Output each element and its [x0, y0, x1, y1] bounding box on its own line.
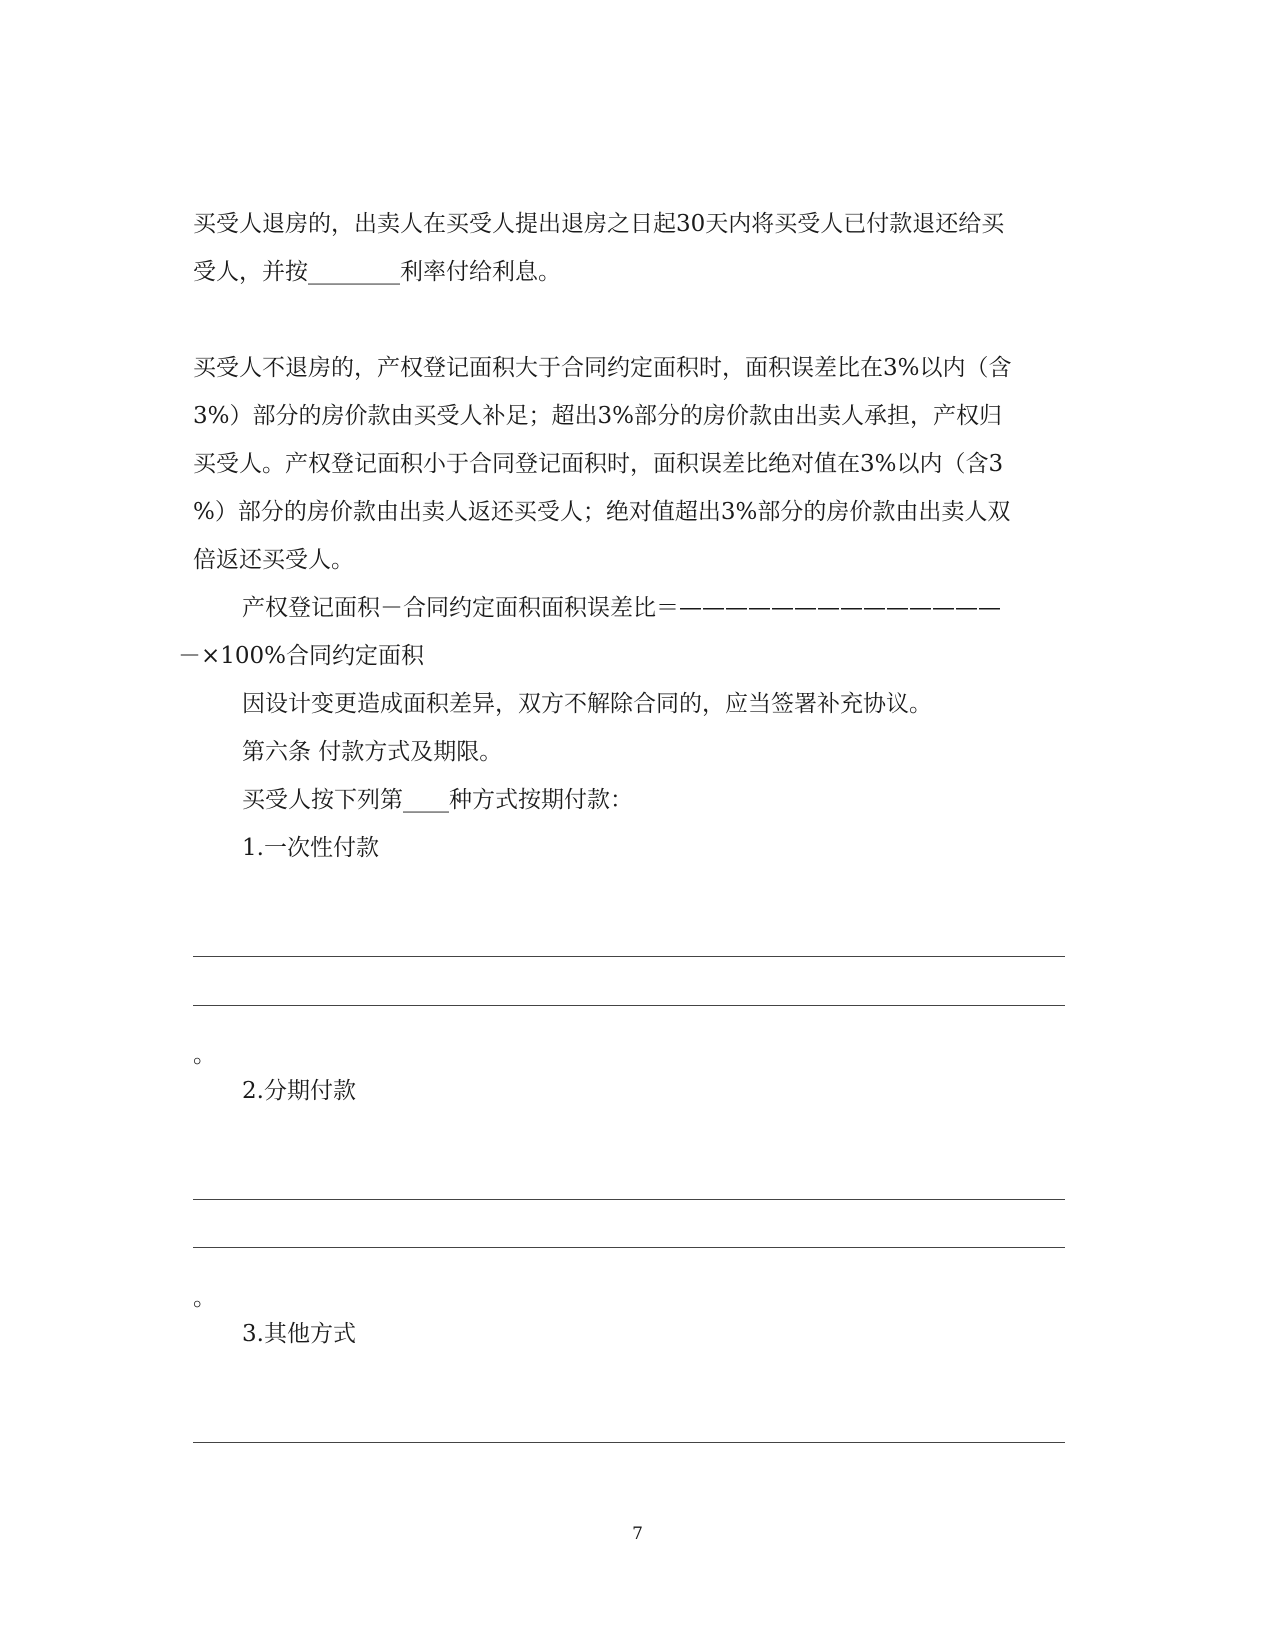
- option-2-blank-line-2: [193, 1247, 1065, 1248]
- page-number: 7: [632, 1524, 643, 1544]
- paragraph-refund-line-2: 受人，并按________利率付给利息。: [193, 259, 561, 285]
- paragraph-no-refund-line-4: %）部分的房价款由出卖人返还买受人；绝对值超出3%部分的房价款由出卖人双: [193, 499, 1011, 525]
- formula-line-2: －×100%合同约定面积: [178, 643, 425, 669]
- option-2-end-mark: 。: [193, 1285, 216, 1311]
- option-1-blank-line-2: [193, 1005, 1065, 1006]
- option-2-label: 2.分期付款: [242, 1078, 356, 1104]
- option-3-label: 3.其他方式: [242, 1321, 356, 1347]
- paragraph-no-refund-line-5: 倍返还买受人。: [193, 547, 354, 573]
- option-2-blank-line-1: [193, 1199, 1065, 1200]
- paragraph-no-refund-line-1: 买受人不退房的，产权登记面积大于合同约定面积时，面积误差比在3%以内（含: [193, 355, 1012, 381]
- option-1-end-mark: 。: [193, 1042, 216, 1068]
- formula-line-1: 产权登记面积－合同约定面积面积误差比＝——————————————: [242, 595, 1001, 621]
- paragraph-no-refund-line-3: 买受人。产权登记面积小于合同登记面积时，面积误差比绝对值在3%以内（含3: [193, 451, 1004, 477]
- option-1-label: 1.一次性付款: [242, 835, 379, 861]
- payment-intro: 买受人按下列第____种方式按期付款：: [242, 787, 633, 813]
- design-change-clause: 因设计变更造成面积差异，双方不解除合同的，应当签署补充协议。: [242, 691, 932, 717]
- option-3-blank-line-1: [193, 1442, 1065, 1443]
- paragraph-refund-line-1: 买受人退房的，出卖人在买受人提出退房之日起30天内将买受人已付款退还给买: [193, 211, 1005, 237]
- option-1-blank-line-1: [193, 956, 1065, 957]
- paragraph-no-refund-line-2: 3%）部分的房价款由买受人补足；超出3%部分的房价款由出卖人承担，产权归: [193, 403, 1002, 429]
- article-6-title: 第六条 付款方式及期限。: [242, 739, 503, 765]
